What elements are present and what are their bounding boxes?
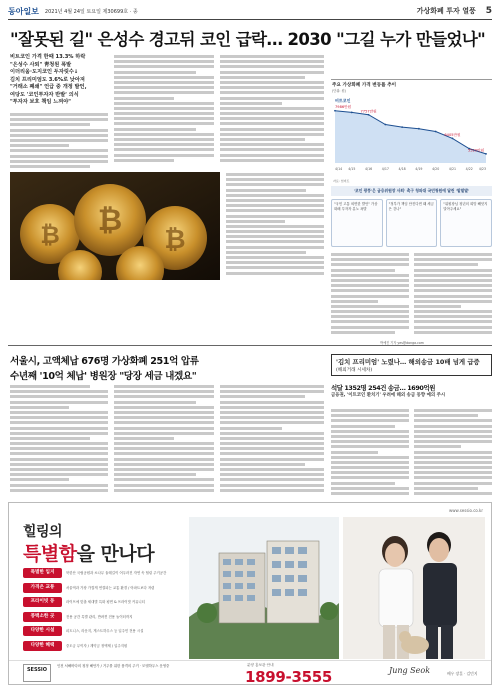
chart-point: [351, 112, 353, 114]
ad-feature-tag: 풍백소한 곳: [23, 612, 62, 622]
ad-brand-logo: SESSIO: [23, 664, 51, 682]
ad-feature-tag: 프라이빗 동: [23, 597, 62, 607]
ad-feature: [23, 595, 183, 610]
chart-title: 주요 가상화폐 가격 변동률 추이: [332, 83, 397, 88]
bitcoin-photo: [10, 172, 220, 280]
chart-point: [368, 114, 370, 116]
chart-point: [401, 126, 403, 128]
svg-text:₿: ₿: [40, 221, 60, 249]
story3-col1: [331, 408, 409, 498]
ad-website[interactable]: www.sessio.co.kr: [449, 508, 483, 513]
article-text-col2: [114, 54, 214, 166]
subhead-line: 이더리움·도지코인 두자릿수↓: [10, 69, 79, 75]
article-text-col3b: [226, 172, 324, 280]
section-title: 가상화폐 투자 열풍: [416, 7, 476, 15]
lead-subheads: [10, 54, 110, 107]
story2-col3: [220, 384, 324, 496]
chart-area: [335, 111, 486, 163]
ad-address: 인천 서해바다의 청정 해안가 / 거주를 위한 품격의 주거 · 모델하우스 운영중: [57, 664, 170, 668]
ad-model-name: 배우 장훈 · 김민지: [447, 671, 478, 676]
story3-box-sub: (해외거래 시세차): [336, 368, 373, 373]
article-text-col1a: [10, 112, 108, 172]
ad-phone-label: 분양 홍보관 안내: [247, 663, 274, 667]
ad-signature: Jung Seok: [389, 666, 431, 675]
petition-cards: [331, 199, 492, 247]
ad-feature-desc: 전용 공간 특별 관리, 반려견 전용 놀이터까지: [66, 614, 133, 619]
byline: 박예진 기자 yes@donga.com: [380, 341, 424, 345]
page-number: 5: [485, 6, 492, 16]
ad-feature: [23, 610, 183, 625]
chart-x-tick: 4/19: [415, 167, 423, 171]
chart-point: [485, 153, 487, 155]
paper-logo: 동아일보: [8, 5, 39, 16]
story3-headline: '김치 프리미엄' 노렸나… 해외송금 10배 넘게 급증: [336, 358, 480, 366]
ad-feature-desc: 피트니스, 라운지, 게스트하우스 등 입주민 전용 시설: [66, 629, 144, 634]
ad-title-rest: 을 만나다: [76, 543, 155, 565]
chart-point: [435, 131, 437, 133]
story3-col2: [414, 408, 492, 498]
article-text-col4b: [414, 252, 492, 336]
ad-footer: [9, 660, 491, 684]
chart-x-tick: 4/14: [335, 167, 343, 171]
ad-phone-number[interactable]: 1899-3555: [245, 668, 333, 686]
chart-x-tick: 4/18: [398, 167, 406, 171]
ad-feature-tag: 가격은 교통: [23, 583, 62, 593]
story3-deck: 금융권, '이트코인 환치기' 우려에 해외 송금 동향 예의 주시: [331, 393, 446, 398]
price-chart: [331, 79, 492, 183]
masthead: [8, 4, 492, 18]
chart-x-tick: 4/17: [381, 167, 389, 171]
chart-plot: [331, 93, 492, 173]
ad-title-line2: [23, 539, 154, 566]
chart-data-label: 7986만원: [335, 105, 352, 110]
svg-text:₿: ₿: [97, 203, 123, 238]
ad-feature-desc: 라이프에 맞춘 세대별 특화 평면 & 프라이빗 커뮤니티: [66, 600, 145, 605]
chart-x-tick: 4/21: [448, 167, 457, 171]
chart-point: [334, 110, 336, 112]
subhead-line: 비트코인 가격 한때 13.3% 하락: [10, 54, 86, 60]
subhead-line: "투자자 보호 책임 느껴야": [10, 99, 71, 105]
ad-feature-desc: 북한산 국립공원과 소나무 둘레길이 어우러진 자연 속 힐링 주거공간: [66, 571, 167, 576]
ad-title-highlight: 특별함: [23, 543, 77, 565]
chart-x-tick: 4/23: [478, 167, 486, 171]
subhead-line: 여당도 '코인투자자 반발' 의식: [10, 91, 79, 98]
subhead-line: "은성수 사퇴" 靑청원 폭발: [10, 61, 72, 68]
ad-couple-photo: [343, 517, 485, 659]
story3-subheadline: 석달 1352명 254건 송금… 1690억원: [331, 384, 435, 392]
advertisement[interactable]: [8, 502, 492, 685]
chart-x-tick: 4/15: [348, 167, 356, 171]
article-text-col3: [220, 54, 324, 166]
ad-feature: [23, 639, 183, 654]
issue-date: 2021년 4월 24일 토요일 제30699호 · 종: [44, 8, 138, 15]
ad-feature: [23, 581, 183, 596]
main-headline: "잘못된 길" 은성수 경고뒤 코인 급락… 2030 "그길 누가 만들었나": [10, 30, 486, 49]
ad-feature-desc: 서울역과 가장 가깝게 연결되는 교통 환경 / 아파트보다 저렴: [66, 585, 155, 590]
ad-feature-tag: 특별한 입지: [23, 568, 62, 578]
chart-data-label: 6405만원: [444, 132, 461, 137]
chart-unit: (단위: 원): [332, 89, 346, 93]
subhead-line: 김치 프리미엄도 3.6%로 낮아져: [10, 76, 85, 83]
chart-data-label: 5520만원: [467, 148, 485, 153]
masthead-rule: [8, 19, 492, 20]
ad-feature-list: [23, 566, 183, 653]
story2-col2: [114, 384, 214, 496]
petition-card: "국민 고통 외면한 발언" 가상화폐 투자자 분노 폭발: [331, 199, 383, 247]
article-text-col4a: [331, 252, 409, 336]
story3-box: [331, 354, 492, 376]
chart-x-tick: 4/22: [465, 167, 473, 171]
ad-title-line1: 힐링의: [23, 524, 63, 540]
section-rule: [8, 345, 492, 346]
chart-point: [418, 128, 420, 130]
story2-subhead: 수년째 '10억 체납' 병원장 "당장 세금 내겠요": [10, 371, 197, 382]
petition-card: "위원장님 청년의 희망 빼앗지 말아주세요": [440, 199, 492, 247]
ad-feature-tag: 다양한 시설: [23, 626, 62, 636]
ad-feature-tag: 다양한 혜택: [23, 641, 62, 651]
chart-point: [384, 124, 386, 126]
chart-source: 자료: 업비트: [333, 179, 350, 183]
series-label: 비트코인: [335, 98, 351, 103]
chart-x-tick: 4/16: [364, 167, 373, 171]
subhead-line: "거래소 폐쇄" 언급 중 개정 발언,: [10, 84, 87, 90]
story2-col1: [10, 384, 108, 496]
petition-box-title: '코인 광풍'은 금융위원장 사퇴' 촉구 청와대 국민청원에 달린 '말말말': [331, 186, 492, 196]
ad-building-illustration: [189, 517, 339, 659]
petition-card: "정부가 책임 안진다면 왜 세금은 걷나": [386, 199, 438, 247]
story2-headline: 서울시, 고액체납 676명 가상화폐 251억 압류: [10, 356, 199, 367]
chart-data-label: 7757만원: [360, 109, 377, 114]
svg-text:₿: ₿: [164, 225, 186, 255]
ad-feature: [23, 624, 183, 639]
chart-x-tick: 4/20: [432, 167, 440, 171]
ad-feature: [23, 566, 183, 581]
ad-feature-desc: 중도금 무이자 / 계약금 정액제 / 입주지원: [66, 643, 128, 648]
chart-point: [452, 138, 454, 140]
